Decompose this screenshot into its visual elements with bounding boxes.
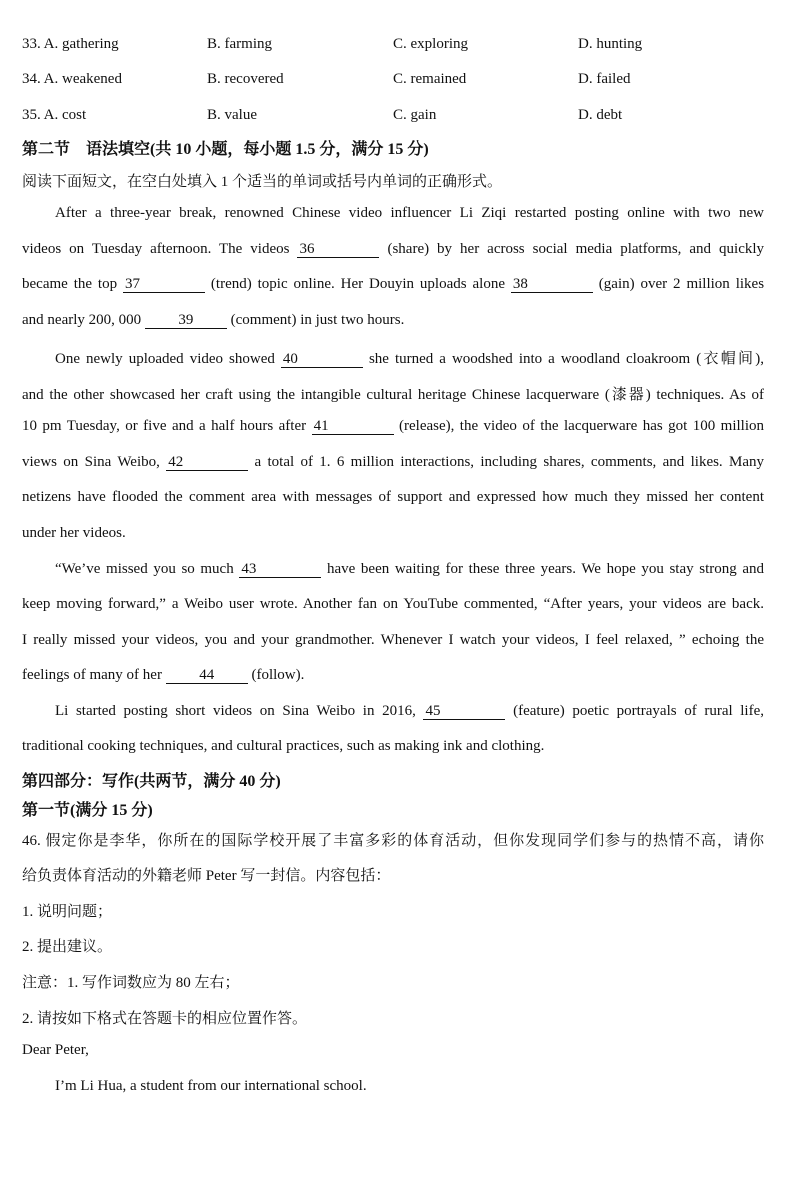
option-c: C. gain — [393, 107, 437, 123]
passage-line — [22, 418, 764, 435]
option-b: B. farming — [207, 36, 272, 52]
passage-text: (share) by her across social media platforms, and quickly — [387, 241, 765, 257]
option-c: C. remained — [393, 71, 467, 87]
passage-text: (trend) topic online. Her Douyin uploads alone — [210, 276, 505, 292]
passage-text: became the top — [22, 276, 118, 292]
passage-text: “We’ve missed you so much — [55, 561, 234, 577]
passage-line: netizens have flooded the comment area with messages of support and expressed how much they missed her content — [22, 489, 764, 505]
passage-text: a total of 1. 6 million interactions, including shares, comments, and likes. Many — [254, 454, 764, 470]
part4-subheading: 第一节(满分 15 分) — [22, 802, 153, 819]
passage-text: views on Sina Weibo, — [22, 454, 160, 470]
passage-text: 10 pm Tuesday, or five and a half hours after — [22, 418, 307, 434]
passage-text: (follow). — [251, 667, 305, 683]
passage-line — [22, 241, 764, 258]
blank-38: 38 — [511, 277, 593, 293]
blank-36: 36 — [297, 242, 379, 258]
blank-41: 41 — [312, 419, 394, 435]
requirement-item: 2. 提出建议。 — [22, 939, 113, 955]
passage-line — [55, 347, 764, 368]
passage-line — [22, 454, 764, 471]
passage-text: have been waiting for these three years. We hope you stay strong and — [326, 561, 765, 577]
passage-text: (comment) in just two hours. — [230, 312, 405, 328]
passage-text: (release), the video of the lacquerware has got 100 million — [399, 418, 765, 434]
passage-text: videos on Tuesday afternoon. The videos — [22, 241, 290, 257]
blank-40: 40 — [281, 352, 363, 368]
blank-39: 39 — [145, 313, 227, 329]
question-46-line: 46. 假定你是李华，你所在的国际学校开展了丰富多彩的体育活动，但你发现同学们参与的热情不高，请你 — [22, 833, 764, 849]
options-row-34 — [22, 68, 764, 90]
option-a: 35. A. cost — [22, 107, 87, 123]
note-line: 2. 请按如下格式在答题卡的相应位置作答。 — [22, 1011, 308, 1027]
passage-text: (feature) poetic portrayals of rural life, — [513, 703, 764, 719]
passage-line: traditional cooking techniques, and cultural practices, such as making ink and clothing. — [22, 738, 545, 754]
passage-text: feelings of many of her — [22, 667, 162, 683]
blank-43: 43 — [239, 562, 321, 578]
passage-line: After a three-year break, renowned Chinese video influencer Li Ziqi restarted posting online with two new — [55, 205, 764, 221]
blank-42: 42 — [166, 455, 248, 471]
question-46-line: 给负责体育活动的外籍老师 Peter 写一封信。内容包括： — [22, 868, 391, 884]
note-line: 注意：1. 写作词数应为 80 左右； — [22, 975, 240, 991]
section2-instruction: 阅读下面短文，在空白处填入 1 个适当的单词或括号内单词的正确形式。 — [22, 174, 503, 190]
option-d: D. failed — [578, 71, 631, 87]
letter-opening: I’m Li Hua, a student from our international school. — [55, 1078, 367, 1094]
requirement-item: 1. 说明问题； — [22, 904, 113, 920]
option-a: 33. A. gathering — [22, 36, 119, 52]
section2-heading: 第二节 语法填空(共 10 小题，每小题 1.5 分，满分 15 分) — [22, 141, 429, 158]
passage-line: and the other showcased her craft using the intangible cultural heritage Chinese lacquerware (漆器) techniques. As of — [22, 387, 764, 403]
options-row-33 — [22, 33, 764, 55]
blank-37: 37 — [123, 277, 205, 293]
option-b: B. recovered — [207, 71, 284, 87]
passage-line — [22, 312, 404, 329]
passage-line — [22, 276, 764, 293]
passage-line: keep moving forward,” a Weibo user wrote. Another fan on YouTube commented, “After years, your videos are back. — [22, 596, 764, 612]
option-d: D. debt — [578, 107, 623, 123]
passage-text: and nearly 200, 000 — [22, 312, 142, 328]
passage-line — [55, 703, 764, 720]
passage-text: One newly uploaded video showed — [55, 351, 275, 367]
option-c: C. exploring — [393, 36, 468, 52]
part4-heading: 第四部分：写作(共两节，满分 40 分) — [22, 773, 281, 790]
blank-44: 44 — [166, 668, 248, 684]
passage-text: (gain) over 2 million likes — [598, 276, 765, 292]
option-a: 34. A. weakened — [22, 71, 122, 87]
passage-text: she turned a woodshed into a woodland cloakroom (衣帽间), — [368, 351, 765, 367]
option-b: B. value — [207, 107, 257, 123]
blank-45: 45 — [423, 704, 505, 720]
passage-text: Li started posting short videos on Sina Weibo in 2016, — [55, 703, 416, 719]
passage-line: under her videos. — [22, 525, 126, 541]
letter-salutation: Dear Peter, — [22, 1042, 89, 1058]
options-row-35 — [22, 104, 764, 126]
passage-line — [22, 667, 304, 684]
passage-line: I really missed your videos, you and your grandmother. Whenever I watch your videos, I feel relaxed, ” echoing the — [22, 632, 764, 648]
passage-line — [55, 561, 764, 578]
option-d: D. hunting — [578, 36, 643, 52]
